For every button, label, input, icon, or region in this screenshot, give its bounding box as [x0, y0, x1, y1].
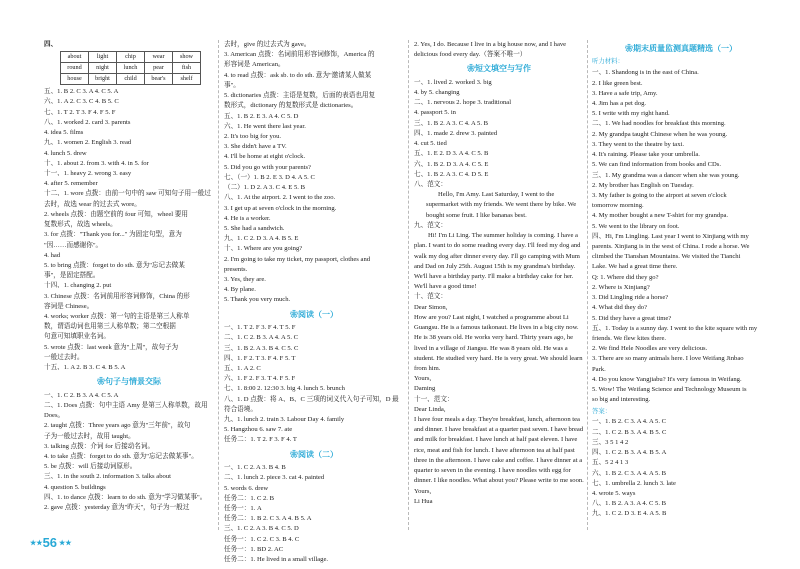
answer-line: 5. Did they have a great time? [592, 314, 672, 322]
table-cell: chip [117, 52, 145, 63]
answer-line: 九、1. women 2. English 3. read [44, 139, 132, 147]
table-cell: shelf [173, 74, 201, 85]
answer-line: 3. Have a safe trip, Amy. [592, 89, 658, 97]
answer-line: 3. My father is going to the airport at seven o'clock [592, 191, 727, 199]
answer-line: friends. We flew kites there. [592, 335, 667, 342]
answer-line: 5. We went to the library on foot. [592, 222, 680, 230]
answer-line: 八、1. B 2. A 3. A 4. C 5. B [592, 500, 667, 508]
section-header: ❀ 阅读（二） [224, 449, 404, 461]
answer-line: 二、1. C 2. B 3. A 4. B 5. C [592, 428, 667, 436]
answer-lines [44, 87, 214, 373]
answer-line: 七、1. T 2. T 3. F 4. F 5. F [44, 108, 116, 116]
essay-text: Hello, I'm Amy. Last Saturday, I went to the supermarket with my friends. We went there by bike. We bought some fruit. I like bananas best. [426, 191, 577, 219]
answer-line: 任务二：1. He lived in a small village. [224, 556, 329, 564]
answer-line: 5. to bring 点拨：forget to do sth. 意为"忘记去做某 [44, 261, 185, 269]
answer-line: 一、1. C 2. B 3. A 4. C 5. A [44, 391, 119, 399]
subsection-label: 答案： [592, 407, 612, 415]
column-2 [224, 40, 404, 565]
answer-line: 2. taught 点拨：Three years ago 意为"三年前"，故句 [44, 422, 191, 430]
answer-line: 5. Thank you very much. [224, 296, 291, 304]
answer-line: 3. American 点拨：名词前用形容词修饰，America 的 [224, 51, 375, 59]
answer-line: 4. to take 点拨：forget to do sth. 意为"忘记去做某事"。 [44, 453, 198, 461]
table-cell: round [61, 63, 89, 74]
answer-line: 3. Did Lingling ride a horse? [592, 294, 669, 302]
page-number: ★★ 56 ★★ [30, 533, 72, 553]
answer-line: 五、1. E 2. D 3. A 4. C 5. B [414, 150, 489, 158]
answer-line: 三、1. B 2. A 3. C 4. A 5. B [414, 119, 489, 127]
answer-line: 三、1. My grandma was a dancer when she was young. [592, 171, 740, 179]
answer-line: 4. lunch 5. drew [44, 149, 87, 157]
answer-line: presents. [224, 265, 248, 273]
answer-line: 三、1. C 2. A 3. B 4. C 5. D [224, 525, 299, 533]
answer-line: tomorrow morning. [592, 202, 644, 210]
answer-line: 5. dictionaries 点拨：主语是复数，后面的表语也用复 [224, 92, 376, 100]
answer-line: 十、1. Where are you going? [224, 245, 303, 253]
answer-line: 二、1. nervous 2. hope 3. traditional [414, 99, 512, 107]
answer-line: 五、5 2 4 1 3 [592, 459, 629, 467]
section-header: ❀ 期末质量监测真题精选（一） [592, 43, 770, 55]
section-label: 四、 [44, 41, 58, 48]
answer-lines [414, 78, 584, 190]
table-cell: lunch [117, 63, 145, 74]
essay-signature: Daming [414, 385, 436, 393]
answer-line: so big and interesting. [592, 396, 651, 404]
answer-line: 任务二：1. B 2. C 3. A 4. B 5. A [224, 515, 312, 523]
answer-line: 三、1. B 2. A 3. B 4. C 5. C [224, 344, 299, 352]
answer-line: 3. They went to the theatre by taxi. [592, 140, 684, 148]
answer-line: 八、1. D 点拨：将 A、B、C 三项的词义代入句子可知，D 最 [224, 395, 399, 403]
answer-line: 十二、1. wore 点拨：由前一句中的 saw 可知句子用一般过 [44, 190, 211, 198]
answer-line: Lake. We had a great time there. [592, 263, 678, 271]
answer-line: 3. I get up at seven o'clock in the morning. [224, 204, 337, 212]
answer-line: 2. I like green best. [592, 79, 643, 87]
table-row [61, 52, 201, 63]
answer-line: delicious food every day.（答案不唯一） [414, 51, 527, 59]
answer-line: 4. to read 点拨：ask sb. to do sth. 意为"邀请某人做某 [224, 71, 372, 79]
answer-line: 2. gave 点拨：yesterday 意为"昨天"，句子为一般过 [44, 504, 190, 512]
answer-line: 数，谓语动词也用第三人称单数；第二空根据 [44, 323, 176, 331]
answer-lines [224, 323, 404, 446]
section-header: ❀ 短文填空与写作 [414, 63, 584, 75]
subsection-label: 听力材料： [592, 58, 624, 66]
answer-line: 二、1. Does 点拨：句中主语 Amy 是第三人称单数，故用 [44, 401, 208, 409]
table-cell: child [117, 74, 145, 85]
answer-line: 八、范文： [414, 181, 447, 189]
answer-line: 二、1. We had noodles for breakfast this morning. [592, 120, 726, 128]
answer-line: 四、1. made 2. drew 3. painted [414, 129, 498, 137]
answer-line: 形容词是 American。 [224, 61, 285, 69]
answer-line: 复数形式，故选 wheels。 [44, 221, 117, 229]
essay-text: I have four meals a day. They're breakfast, lunch, afternoon tea and dinner. I have breakfast at a quarter past seven. I have bread and milk for breakfast. I have lunch at half past eleven. I have rice, meat and fish for lunch. I have afternoon tea at half past three in the afternoon. I have cake and coffee. I have dinner at a quarter to seven in the evening. I have noodles with egg for dinner. I like noodles. What about you? Please write to me soon. [414, 416, 584, 485]
table-cell: night [89, 63, 117, 74]
answer-line: 3. She didn't have a TV. [224, 143, 287, 151]
table-cell: bright [89, 74, 117, 85]
answer-line: 2. I'm going to take my ticket, my passport, clothes and [224, 255, 371, 263]
answer-line: 2. My brother has English on Tuesday. [592, 181, 694, 189]
answer-line: 六、1. B 2. C 3. A 4. A 5. B [592, 469, 667, 477]
answer-line: 七、（一）1. B 2. E 3. D 4. A 5. C [224, 173, 315, 181]
answer-line: 任务二：1. T 2. F 3. F 4. T [224, 436, 297, 444]
essay-label: 十、范文： [414, 293, 447, 301]
answer-line: 任务一：1. BD 2. AC [224, 545, 284, 553]
answer-line: 一、1. lived 2. worked 3. big [414, 78, 492, 86]
answer-line: 3. Yes, they are. [224, 276, 266, 284]
column-4 [592, 40, 770, 520]
answer-line: 5. words 6. drew [224, 484, 269, 492]
answer-lines [224, 40, 404, 306]
column-1 [44, 40, 214, 513]
table-cell: show [173, 52, 201, 63]
answer-line: 数形式，dictionary 的复数形式是 dictionaries。 [224, 102, 358, 110]
answer-line: 三、3 5 1 4 2 [592, 438, 629, 446]
answer-line: 八、1. At the airport. 2. I went to the zoo. [224, 194, 336, 202]
essay-signature: Li Hua [414, 497, 433, 505]
answer-line: 5. wrote 点拨：last week 意为"上周"，故句子为 [44, 343, 179, 351]
column-divider [587, 40, 588, 530]
table-cell: fish [173, 63, 201, 74]
answer-line: Q: 1. Where did they go? [592, 273, 659, 281]
answer-line: 5. We can find information from books and CDs. [592, 161, 722, 169]
answer-line: 五、1. Today is a sunny day. I went to the kite square with my [592, 324, 758, 332]
table-cell: house [61, 74, 89, 85]
essay-label: 九、范文： [414, 221, 447, 229]
answer-line: 一、1. Shandong is in the east of China. [592, 69, 699, 77]
answer-line: 5. Hangzhou 6. saw 7. ate [224, 426, 293, 434]
answer-line: 4. What did they do? [592, 304, 647, 312]
answer-line: 2. It's too big for you. [224, 132, 282, 140]
answer-line: 四、1. C 2. B 3. A 4. B 5. A [592, 449, 667, 457]
answer-line: 4. It's raining. Please take your umbrella. [592, 151, 700, 159]
answer-line: 十、1. about 2. from 3. with 4. in 5. for [44, 159, 149, 167]
essay-text: Hi! I'm Li Ling. The summer holiday is coming. I have a plan. I want to do some reading every day. I'll feed my dog and walk my dog after dinner every day. I'll go camping with Mum and Dad on July 25th. August 15th is my grandma's birthday. We'll have a birthday party. I'll make a birthday cake for her. We'll have a good time! [414, 232, 581, 291]
answer-line: 十五、1. A 2. B 3. C 4. B 5. A [44, 364, 126, 372]
answer-line: 任务一：1. A [224, 504, 262, 512]
answer-line: 七、1. B 2. A 3. C 4. D 5. E [414, 170, 489, 178]
column-divider [408, 40, 409, 530]
answer-line: 一、1. C 2. A 3. B 4. B [224, 464, 286, 472]
answer-line: 六、1. He went there last year. [224, 122, 306, 130]
column-3 [414, 40, 584, 507]
answer-line: 一、1. T 2. F 3. F 4. T 5. F [224, 324, 296, 332]
answer-line: 九、1. C 2. D 3. A 4. B 5. E [224, 235, 299, 243]
answer-line: 四、1. F 2. T 3. F 4. F 5. T [224, 354, 296, 362]
answer-line: 4. after 5. remember [44, 180, 98, 188]
answer-line: 2. Where is Xinjiang? [592, 283, 650, 291]
answer-line: 一、1. B 2. C 3. A 4. A 5. C [592, 418, 667, 426]
table-row [61, 63, 201, 74]
answer-line: Does。 [44, 412, 65, 420]
answer-line: 三、1. in the south 2. information 3. talks about [44, 473, 171, 481]
answer-line: 去时，故选 wear 的过去式 wore。 [44, 200, 141, 208]
answer-line: 4. By plane. [224, 286, 256, 294]
answer-line: 五、1. B 2. C 3. A 4. C 5. A [44, 88, 119, 96]
answer-line: 六、1. A 2. C 3. C 4. B 5. C [44, 98, 119, 106]
answer-line: 2. Yes, I do. Because I live in a big house now, and I have [414, 41, 567, 48]
answer-line: 一般过去时。 [44, 353, 84, 361]
answer-line: 4. He is a worker. [224, 214, 271, 222]
answer-line: 符合语境。 [224, 405, 257, 413]
answer-line: 2. wheels 点拨：由题空前的 four 可知，wheel 要用 [44, 210, 188, 218]
answer-line: 任务二：1. C 2. B [224, 494, 275, 502]
column-divider [218, 40, 219, 530]
answer-lines [592, 417, 770, 519]
essay-greeting: Dear Simon, [414, 303, 448, 311]
table-cell: light [89, 52, 117, 63]
answer-line: 4. wrote 5. ways [592, 489, 636, 497]
answer-line: 二、1. C 2. B 3. A 4. A 5. C [224, 334, 299, 342]
section-header: ❀ 句子与情景交际 [44, 376, 214, 388]
answer-line: climbed the Tianshan Mountains. We visited the Tianchi [592, 253, 741, 261]
answer-line: 事"，是固定搭配。 [44, 272, 100, 280]
answer-line: 八、1. worked 2. card 3. parents [44, 118, 131, 126]
answer-line: 二、1. lunch 2. piece 3. cat 4. painted [224, 474, 325, 482]
answer-line: 四、1. to dance 点拨：learn to do sth. 意为"学习做某事"。 [44, 493, 207, 501]
answer-lines [224, 463, 404, 565]
answer-line: 四、Hi, I'm Lingling. Last year I went to Xinjiang with my [592, 232, 749, 240]
table-cell: wear [145, 52, 173, 63]
table-row [61, 74, 201, 85]
answer-line: 4. by 5. changing [414, 89, 460, 97]
answer-line: 5. She had a sandwich. [224, 224, 285, 232]
answer-line: 4. cut 5. tied [414, 140, 447, 148]
answer-line: 事"。 [224, 81, 240, 89]
answer-line: 5. I write with my right hand. [592, 110, 670, 118]
answer-line: 4. idea 5. films [44, 129, 84, 137]
answer-line: 4. works; worker 点拨：第一句的主语是第三人称单 [44, 313, 190, 321]
answer-line: 5. Did you go with your parents? [224, 163, 311, 171]
answer-line: "因……而感谢你"。 [44, 241, 103, 249]
answer-line: 十四、1. changing 2. put [44, 282, 112, 290]
answer-line: 句意可知填职业名词。 [44, 333, 110, 341]
answer-line: 4. passport 5. in [414, 109, 456, 117]
answer-line: 子为一般过去时，故用 taught。 [44, 432, 135, 440]
answer-line: 5. Wow! The Weifang Science and Technology Museum is [592, 386, 747, 394]
table-cell: bear's [145, 74, 173, 85]
answer-line: 3. Chinese 点拨：名词前用形容词修饰，China 的形 [44, 292, 190, 300]
answer-line: 3. for 点拨："Thank you for..." 为固定句型，意为 [44, 231, 182, 239]
essay-label: 十一、范文： [414, 395, 454, 403]
answer-line: 七、1. umbrella 2. lunch 3. late [592, 479, 676, 487]
answer-line: parents. Xinjiang is in the west of China. I rode a horse. We [592, 243, 750, 251]
answer-line: 十一、1. heavy 2. wrong 3. easy [44, 169, 132, 177]
answer-line: 2. My grandpa taught Chinese when he was young. [592, 130, 728, 138]
answer-line: 六、1. F 2. F 3. T 4. F 5. F [224, 375, 296, 383]
essay-closing: Yours, [414, 487, 432, 495]
word-table [60, 51, 201, 85]
answer-line: 五、1. A 2. C [224, 364, 261, 372]
answer-line: 2. We find Hele Noodles are very delicious. [592, 345, 708, 353]
answer-line: 七、1. 8:00 2. 12:30 3. big 4. lunch 5. brunch [224, 385, 345, 393]
answer-line: 五、1. B 2. E 3. A 4. C 5. D [224, 112, 299, 120]
answer-line: 4. had [44, 251, 61, 259]
answer-lines [44, 391, 214, 514]
answer-line: 任务一：1. C 2. C 3. B 4. C [224, 535, 300, 543]
answer-line: 容词是 Chinese。 [44, 302, 94, 310]
answer-line: 九、1. C 2. D 3. E 4. A 5. B [592, 510, 667, 518]
answer-line: 3. There are so many animals here. I love Weifang Jinbao [592, 355, 744, 363]
section-header: ❀ 阅读（一） [224, 309, 404, 321]
answer-line: Park. [592, 365, 606, 373]
answer-line: 4. I'll be home at eight o'clock. [224, 153, 306, 161]
answer-line: （二）1. D 2. A 3. C 4. E 5. B [224, 184, 305, 192]
answer-line: 4. question 5. buildings [44, 483, 106, 491]
answer-line: 去时，give 的过去式为 gave。 [224, 41, 311, 48]
essay-greeting: Dear Linda, [414, 405, 446, 413]
essay-text: How are you? Last night, I watched a programme about Li Guangsu. He is a famous taikonaut. He lives in a big city now. He is 38 years old. He works very hard. Thirty years ago, he lived in a village of Jiangsu. He was 8 years old. He was a student. He studied very hard. He is very great. We should learn from him. [414, 313, 583, 372]
answer-line: 4. Do you know Yangjiabu? It's very famous in Weifang. [592, 375, 742, 383]
table-cell: about [61, 52, 89, 63]
essay-closing: Yours, [414, 375, 432, 383]
answer-lines [592, 68, 770, 405]
table-cell: pear [145, 63, 173, 74]
answer-line: 4. Jim has a pet dog. [592, 99, 647, 107]
answer-line: 5. be 点拨：will 后接动词原形。 [44, 463, 137, 471]
answer-line: 3. talking 点拨：介词 for 后接动名词。 [44, 442, 155, 450]
answer-line: 九、1. lunch 2. train 3. Labour Day 4. family [224, 416, 345, 424]
answer-line: 六、1. B 2. D 3. A 4. C 5. E [414, 160, 489, 168]
answer-line: 4. My mother bought a new T-shirt for my grandpa. [592, 212, 729, 220]
